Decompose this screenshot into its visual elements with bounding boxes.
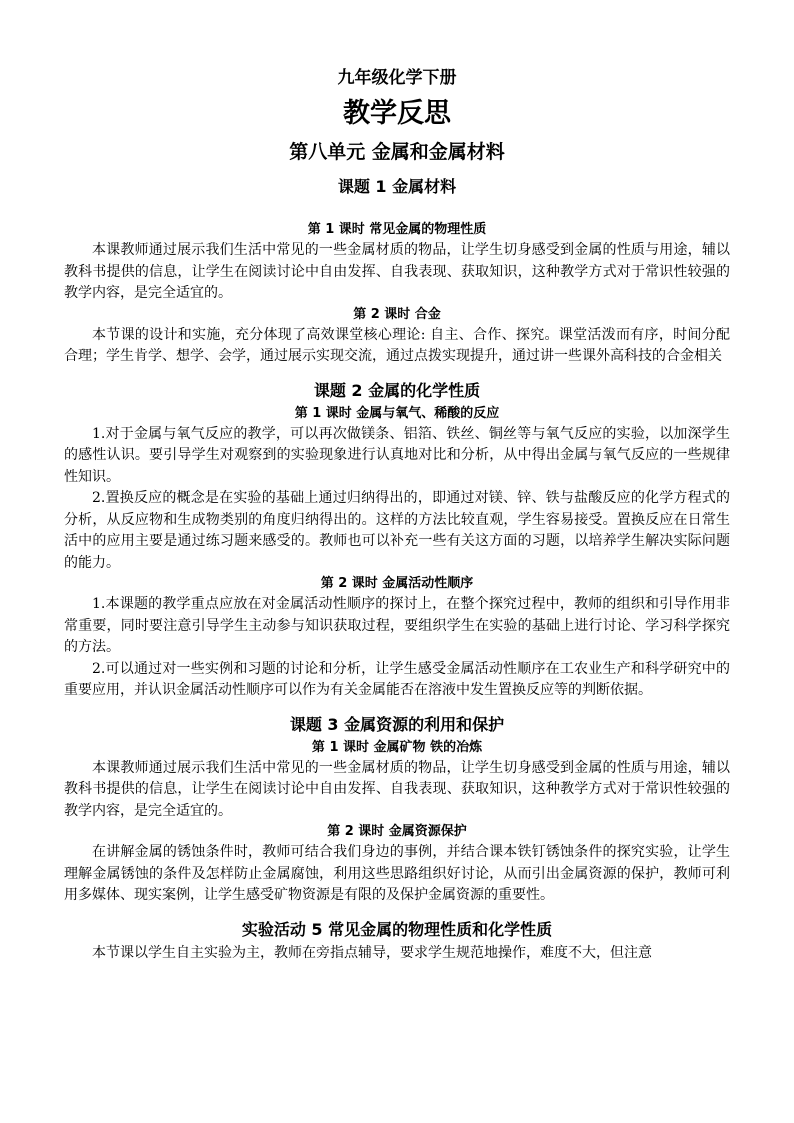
spacer <box>64 907 730 917</box>
lesson-title: 第 2 课时 金属资源保护 <box>327 824 467 839</box>
main-title: 教学反思 <box>343 98 451 129</box>
topic-title: 实验活动 5 常见金属的物理性质和化学性质 <box>241 919 553 939</box>
lesson-title: 第 1 课时 常见金属的物理性质 <box>307 222 487 237</box>
lesson-title: 第 2 课时 合金 <box>353 306 441 322</box>
paragraph: 本节课的设计和实施，充分体现了高效课堂核心理论: 自主、合作、探究。课堂活泼而有序，时间分配合理；学生肯学、想学、会学，通过展示实现交流，通过点拨实现提升，通过讲一些课外高科技的合金相关 <box>64 326 730 364</box>
lesson-title: 第 1 课时 金属与氧气、稀酸的反应 <box>294 405 500 421</box>
lesson-title: 第 2 课时 金属活动性顺序 <box>320 576 474 591</box>
paragraph: 1.对于金属与氧气反应的教学，可以再次做镁条、铝箔、铁丝、铜丝等与氧气反应的实验，以加深学生的感性认识。要引导学生对观察到的实验现象进行认真地对比和分析，从中得出金属与氧气反应的一些规律性知识。 <box>64 425 730 485</box>
paragraph: 2.可以通过对一些实例和习题的讨论和分析，让学生感受金属活动性顺序在工农业生产和科学研究中的重要应用，并认识金属活动性顺序可以作为有关金属能否在溶液中发生置换反应等的判断依据。 <box>64 660 730 698</box>
spacer <box>64 702 730 712</box>
lesson-title: 第 1 课时 金属矿物 铁的冶炼 <box>311 739 483 755</box>
spacer <box>64 368 730 378</box>
paragraph: 2.置换反应的概念是在实验的基础上通过归纳得出的，即通过对镁、锌、铁与盐酸反应的化学方程式的分析，从反应物和生成物类别的角度归纳得出的。这样的方法比较直观，学生容易接受。置换反应在日常生活中的应用主要是通过练习题来感受的。教师也可以补充一些有关这方面的习题，以培养学生解决实际问题的能力。 <box>64 490 730 571</box>
topic-title: 课题 3 金属资源的利用和保护 <box>289 714 505 734</box>
paragraph: 本课教师通过展示我们生活中常见的一些金属材质的物品，让学生切身感受到金属的性质与用途，辅以教科书提供的信息，让学生在阅读讨论中自由发挥、自我表现、获取知识，这种教学方式对于常识性较强的教学内容，是完全适宜的。 <box>64 759 730 819</box>
paragraph: 本课教师通过展示我们生活中常见的一些金属材质的物品，让学生切身感受到金属的性质与用途，辅以教科书提供的信息，让学生在阅读讨论中自由发挥、自我表现、获取知识，这种教学方式对于常识性较强的教学内容，是完全适宜的。 <box>64 242 730 301</box>
paragraph: 在讲解金属的锈蚀条件时，教师可结合我们身边的事例，并结合课本铁钉锈蚀条件的探究实验，让学生理解金属锈蚀的条件及怎样防止金属腐蚀，利用这些思路组织好讨论，从而引出金属资源的保护，教师可利用多媒体、现实案例，让学生感受矿物资源是有限的及保护金属资源的重要性。 <box>64 844 730 903</box>
topic-title: 课题 1 金属材料 <box>337 177 457 196</box>
spacer <box>64 200 730 220</box>
paragraph: 本节课以学生自主实验为主，教师在旁指点辅导，要求学生规范地操作，难度不大，但注意 <box>92 944 652 961</box>
unit-title: 第八单元 金属和金属材料 <box>289 141 505 163</box>
paragraph: 1.本课题的教学重点应放在对金属活动性顺序的探讨上，在整个探究过程中，教师的组织和引导作用非常重要，同时要注意引导学生主动参与知识获取过程，要组织学生在实验的基础上进行讨论、学习科学探究的方法。 <box>64 596 730 655</box>
grade-title: 九年级化学下册 <box>337 68 457 88</box>
topic-title: 课题 2 金属的化学性质 <box>313 380 481 400</box>
document-content <box>64 66 730 964</box>
